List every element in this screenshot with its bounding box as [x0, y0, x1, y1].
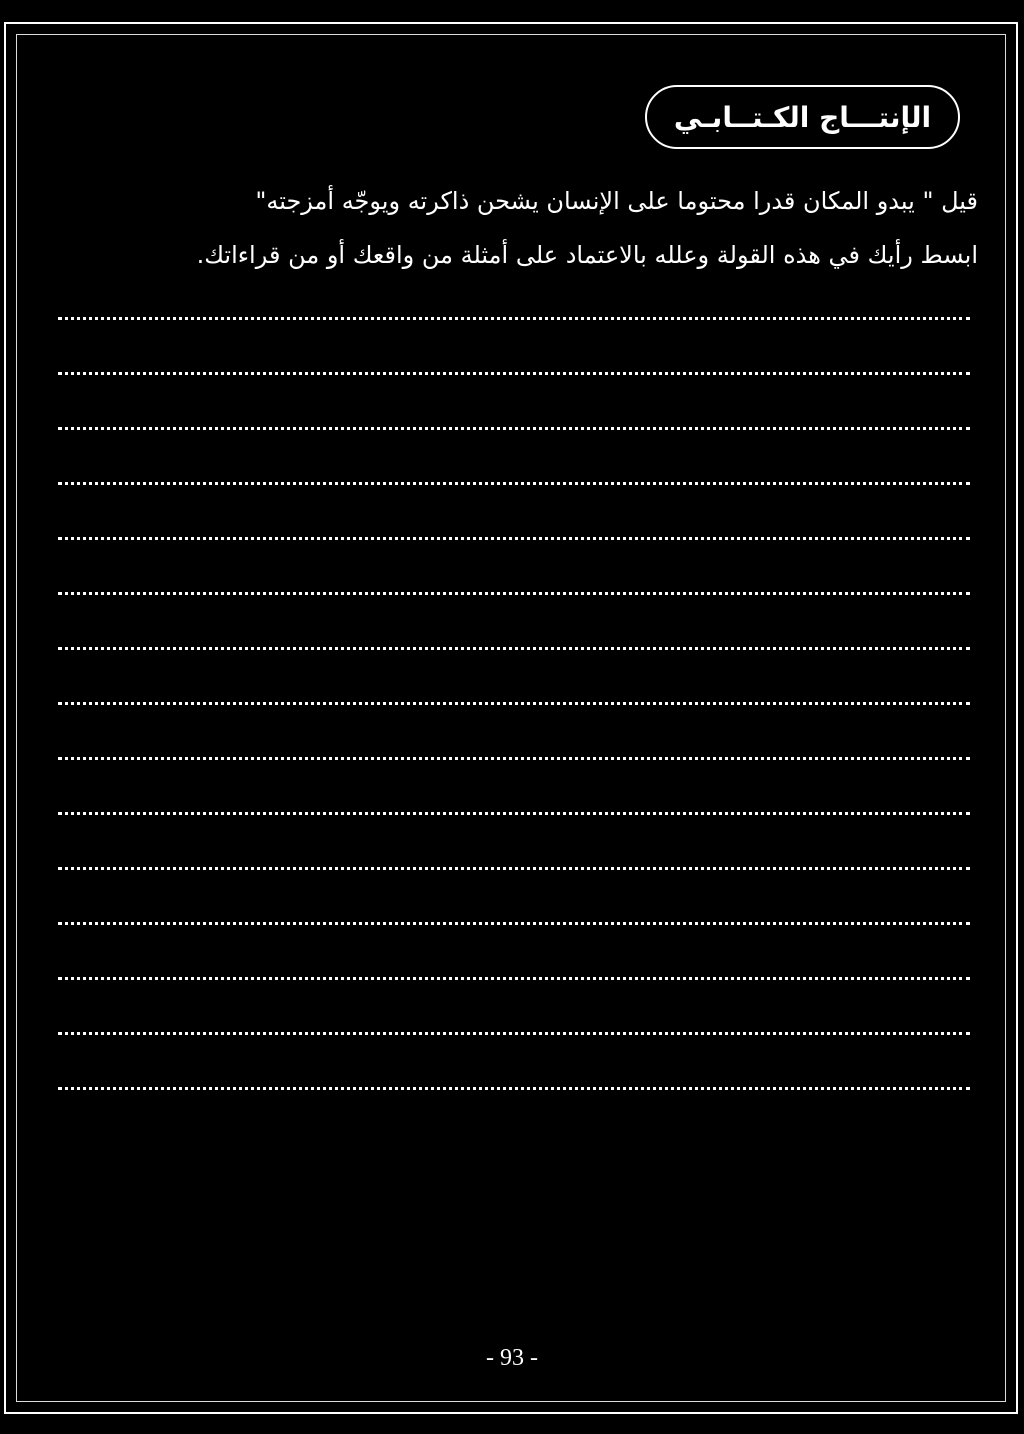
writing-prompt [196, 174, 978, 282]
dotted-writing-line[interactable] [58, 320, 970, 375]
dotted-writing-line[interactable] [58, 705, 970, 760]
dotted-writing-line[interactable] [58, 925, 970, 980]
dotted-writing-line[interactable] [58, 870, 970, 925]
dotted-writing-line[interactable] [58, 815, 970, 870]
page-number: - 93 - [486, 1345, 538, 1371]
prompt-line-2: ابسط رأيك في هذه القولة وعلله بالاعتماد على أمثلة من واقعك أو من قراءاتك. [196, 241, 978, 269]
writing-area[interactable] [58, 317, 970, 1090]
dotted-writing-line[interactable] [58, 430, 970, 485]
dotted-writing-line[interactable] [58, 980, 970, 1035]
dotted-writing-line[interactable] [58, 760, 970, 815]
dotted-writing-line[interactable] [58, 375, 970, 430]
dotted-writing-line[interactable] [58, 485, 970, 540]
section-title: الإنتـــاج الكـتــابـي [673, 100, 932, 134]
dotted-writing-line[interactable] [58, 540, 970, 595]
dotted-writing-line[interactable] [58, 1035, 970, 1090]
section-title-badge [645, 85, 960, 149]
dotted-writing-line[interactable] [58, 595, 970, 650]
dotted-writing-line[interactable] [58, 650, 970, 705]
prompt-line-1: قيل " يبدو المكان قدرا محتوما على الإنسان يشحن ذاكرته ويوجّه أمزجته" [255, 187, 978, 215]
